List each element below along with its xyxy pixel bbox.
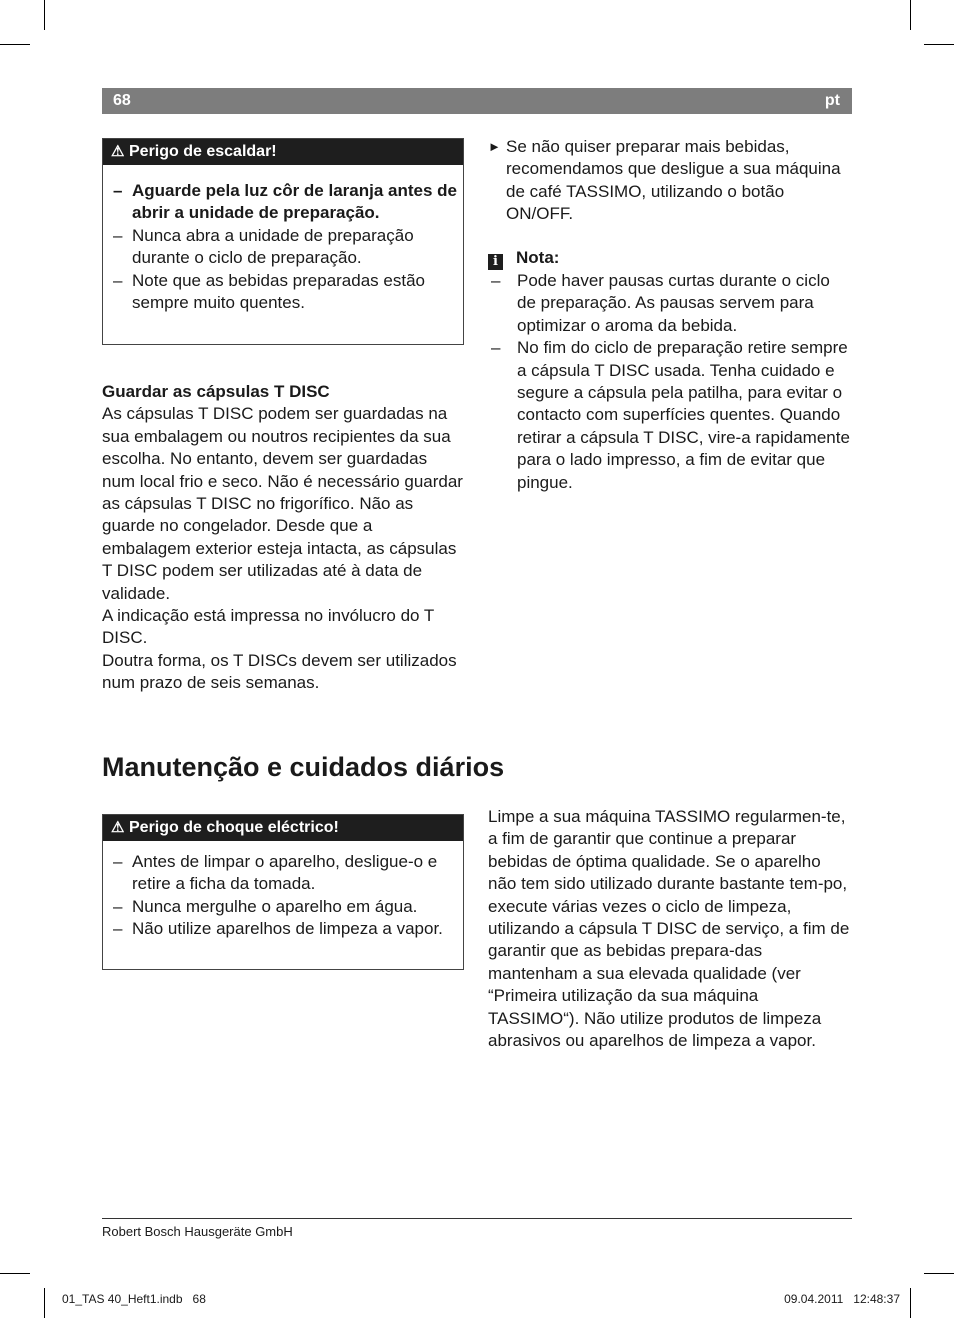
crop-mark (910, 0, 911, 30)
list-item: – Nunca abra a unidade de preparação durante o ciclo de preparação. (113, 225, 414, 268)
footer-divider (102, 1218, 852, 1219)
storage-section (102, 381, 464, 695)
list-item: – Aguarde pela luz côr de laranja antes de abrir a unidade de preparação. (113, 181, 457, 223)
list-item: – Pode haver pausas curtas durante o ciclo de preparação. As pausas servem para optimizar o aroma da bebida. (491, 271, 830, 335)
warning-triangle-icon: ⚠ (111, 143, 125, 160)
note-heading (488, 247, 852, 270)
storage-body: As cápsulas T DISC podem ser guardadas na sua embalagem ou noutros recipientes da sua escolha. No entanto, devem ser guardadas num local frio e seco. Não é necessário guardar as cápsulas T DISC no frigorífico. Não as guarde no congelador. Desde que a embalagem exterior esteja intacta, as cápsulas T DISC podem ser utilizadas até à data de validade. (102, 404, 463, 603)
crop-mark (44, 0, 45, 30)
warning-box-shock (102, 814, 464, 970)
list-item: – Antes de limpar o aparelho, desligue-o e retire a ficha da tomada. (113, 852, 438, 894)
crop-mark (0, 44, 30, 45)
section-title: Manutenção e cuidados diários (102, 752, 505, 782)
crop-mark (0, 1273, 30, 1274)
warning-title: Perigo de escaldar! (129, 143, 277, 160)
crop-mark (924, 44, 954, 45)
warning-header (103, 815, 463, 841)
list-item: – No fim do ciclo de preparação retire sempre a cápsula T DISC usada. Tenha cuidado e segure a cápsula pela patilha, para evitar o contacto com superfícies quentes. Quando retirar a cápsula T DISC, vire-a rapidamente para o lado impresso, a fim de evitar que pingue. (491, 338, 850, 492)
crop-mark (44, 1288, 45, 1318)
crop-mark (910, 1288, 911, 1318)
crop-mark (924, 1273, 954, 1274)
warning-header (103, 139, 463, 165)
language-code: pt (824, 92, 840, 109)
slug-file: 01_TAS 40_Heft1.indb 68 (62, 1292, 206, 1306)
page-header-bar (102, 88, 852, 114)
info-icon: i (488, 254, 503, 270)
warning-triangle-icon: ⚠ (111, 819, 125, 836)
list-item: – Não utilize aparelhos de limpeza a vapor. (113, 919, 443, 939)
warning-list (103, 180, 463, 314)
page-number: 68 (113, 92, 131, 109)
warning-list (103, 851, 463, 941)
footer-company: Robert Bosch Hausgeräte GmbH (102, 1224, 293, 1239)
storage-body-2: A indicação está impressa no invólucro do T DISC. (102, 606, 435, 648)
warning-title: Perigo de choque eléctrico! (129, 819, 339, 836)
warning-box-scald (102, 138, 464, 345)
step-instruction (488, 136, 850, 226)
arrow-right-icon: ► (488, 139, 501, 154)
note-section (488, 247, 852, 494)
step-text: Se não quiser preparar mais bebidas, recomendamos que desligue a sua máquina de café TASSIMO, utilizando o botão ON/OFF. (506, 137, 841, 224)
cleaning-paragraph: Limpe a sua máquina TASSIMO regularmen-te, a fim de garantir que continue a preparar bebidas de óptima qualidade. Se o aparelho não tem sido utilizado durante bastante tem-po, execute várias vezes o ciclo de limpeza, utilizando a cápsula T DISC de serviço, a fim de garantir que as bebidas prepara-das mantenham a sua elevada qualidade (ver “Primeira utilização da sua máquina TASSIMO“). Não utilize produtos de limpeza abrasivos ou aparelhos de limpeza a vapor. (488, 807, 850, 1051)
storage-heading: Guardar as cápsulas T DISC (102, 382, 330, 401)
note-list (488, 270, 852, 494)
list-item: – Note que as bebidas preparadas estão sempre muito quentes. (113, 270, 425, 313)
slug-timestamp: 09.04.2011 12:48:37 (784, 1292, 900, 1306)
list-item: – Nunca mergulhe o aparelho em água. (113, 896, 418, 916)
storage-body-3: Doutra forma, os T DISCs devem ser utilizados num prazo de seis semanas. (102, 650, 457, 693)
note-title: Nota: (516, 248, 560, 267)
